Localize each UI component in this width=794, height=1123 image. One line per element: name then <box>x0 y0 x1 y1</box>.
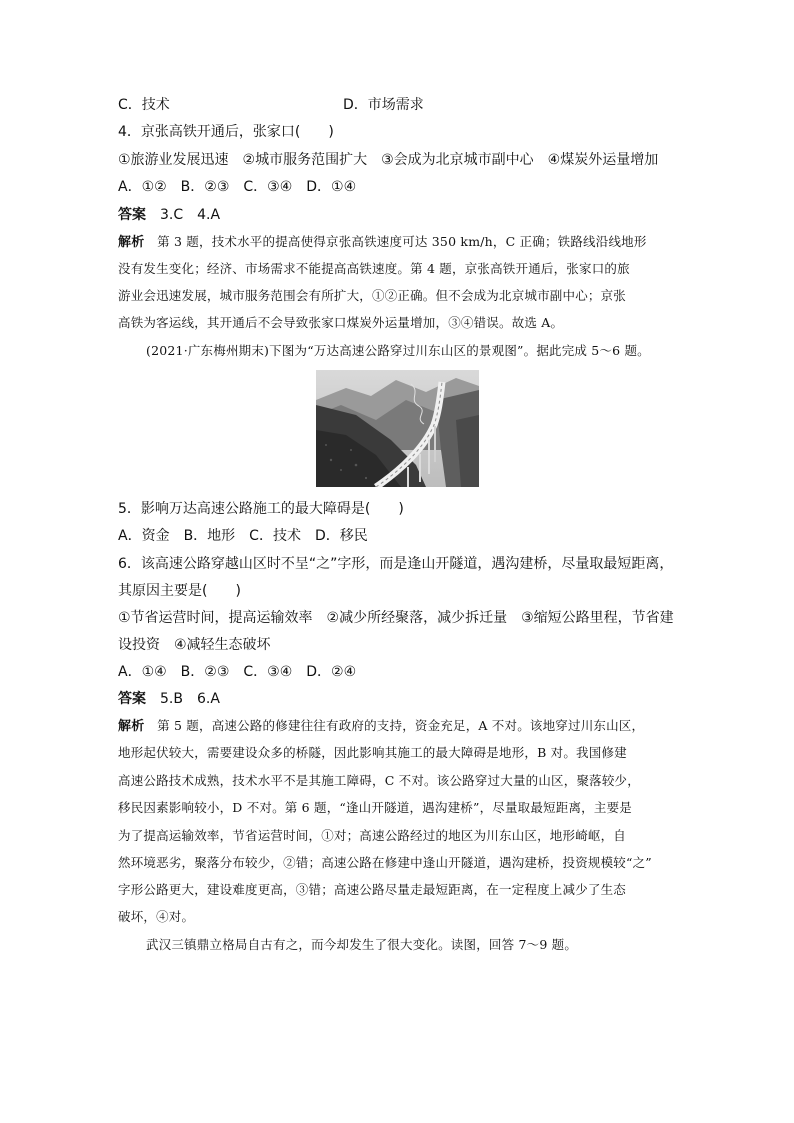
expressway-photo <box>316 370 479 487</box>
analysis-56-line-1: 解析 第 5 题，高速公路的修建往往有政府的支持，资金充足，A 不对。该地穿过川东山区， <box>118 718 645 734</box>
analysis-56-line-8: 破坏，④对。 <box>118 909 195 924</box>
analysis-34-line-2: 没有发生变化；经济、市场需求不能提高高铁速度。第 4 题，京张高铁开通后，张家口的旅 <box>118 261 630 276</box>
q6-statements-line-1: ①节省运营时间，提高运输效率 ②减少所经聚落，减少拆迁量 ③缩短公路里程，节省建 <box>118 610 674 626</box>
q4-statements: ①旅游业发展迅速 ②城市服务范围扩大 ③会成为北京城市副中心 ④煤炭外运量增加 <box>118 152 659 168</box>
q3-option-c: C．技术 <box>118 97 170 113</box>
analysis-34-line-3: 游业会迅速发展，城市服务范围会有所扩大，①②正确。但不会成为北京城市副中心；京张 <box>118 288 627 303</box>
q5-choices: A．资金 B．地形 C．技术 D．移民 <box>118 528 368 544</box>
q5-stem: 5．影响万达高速公路施工的最大障碍是( ) <box>118 501 404 517</box>
analysis-56-line-4: 移民因素影响较小，D 不对。第 6 题，“逢山开隧道，遇沟建桥”，尽量取最短距离，主要是 <box>118 800 632 815</box>
intro-79: 武汉三镇鼎立格局自古有之，而今却发生了很大变化。读图，回答 7～9 题。 <box>146 937 578 952</box>
answer-text: 3.C 4.A <box>160 207 221 223</box>
intro-56: (2021·广东梅州期末)下图为“万达高速公路穿过川东山区的景观图”。据此完成 5～6 题。 <box>146 343 650 358</box>
analysis-56-line-6: 然环境恶劣，聚落分布较少，②错；高速公路在修建中逢山开隧道，遇沟建桥，投资规模较“之” <box>118 855 652 870</box>
analysis-label: 解析 <box>118 719 145 734</box>
analysis-56-line-7: 字形公路更大，建设难度更高，③错；高速公路尽量走最短距离，在一定程度上减少了生态 <box>118 882 627 897</box>
analysis-56-line-2: 地形起伏较大，需要建设众多的桥隧，因此影响其施工的最大障碍是地形，B 对。我国修建 <box>118 745 627 760</box>
answer-label: 答案 <box>118 207 146 223</box>
answer-label: 答案 <box>118 691 146 707</box>
analysis-56-line-5: 为了提高运输效率，节省运营时间，①对；高速公路经过的地区为川东山区，地形崎岖，自 <box>118 828 627 843</box>
q3-option-d: D．市场需求 <box>343 97 424 113</box>
q4-choices: A．①② B．②③ C．③④ D．①④ <box>118 179 357 195</box>
analysis-34-line-4: 高铁为客运线，其开通后不会导致张家口煤炭外运量增加，③④错误。故选 A。 <box>118 315 564 330</box>
analysis-56-line-3: 高速公路技术成熟，技术水平不是其施工障碍，C 不对。该公路穿过大量的山区，聚落较少， <box>118 773 640 788</box>
answer-text: 5.B 6.A <box>160 691 220 707</box>
answer-56 <box>118 689 220 709</box>
q4-stem: 4．京张高铁开通后，张家口( ) <box>118 124 334 140</box>
q6-statements-line-2: 设投资 ④减轻生态破坏 <box>118 637 271 653</box>
answer-34 <box>118 205 220 225</box>
q6-stem-line-2: 其原因主要是( ) <box>118 583 241 599</box>
q3-options <box>118 95 424 115</box>
q6-stem-line-1: 6．该高速公路穿越山区时不呈“之”字形，而是逢山开隧道，遇沟建桥，尽量取最短距离， <box>118 556 674 572</box>
q6-choices: A．①④ B．②③ C．③④ D．②④ <box>118 664 357 680</box>
analysis-label: 解析 <box>118 235 145 250</box>
analysis-34-line-1: 解析 第 3 题，技术水平的提高使得京张高铁速度可达 350 km/h，C 正确；铁路线沿线地形 <box>118 234 647 250</box>
